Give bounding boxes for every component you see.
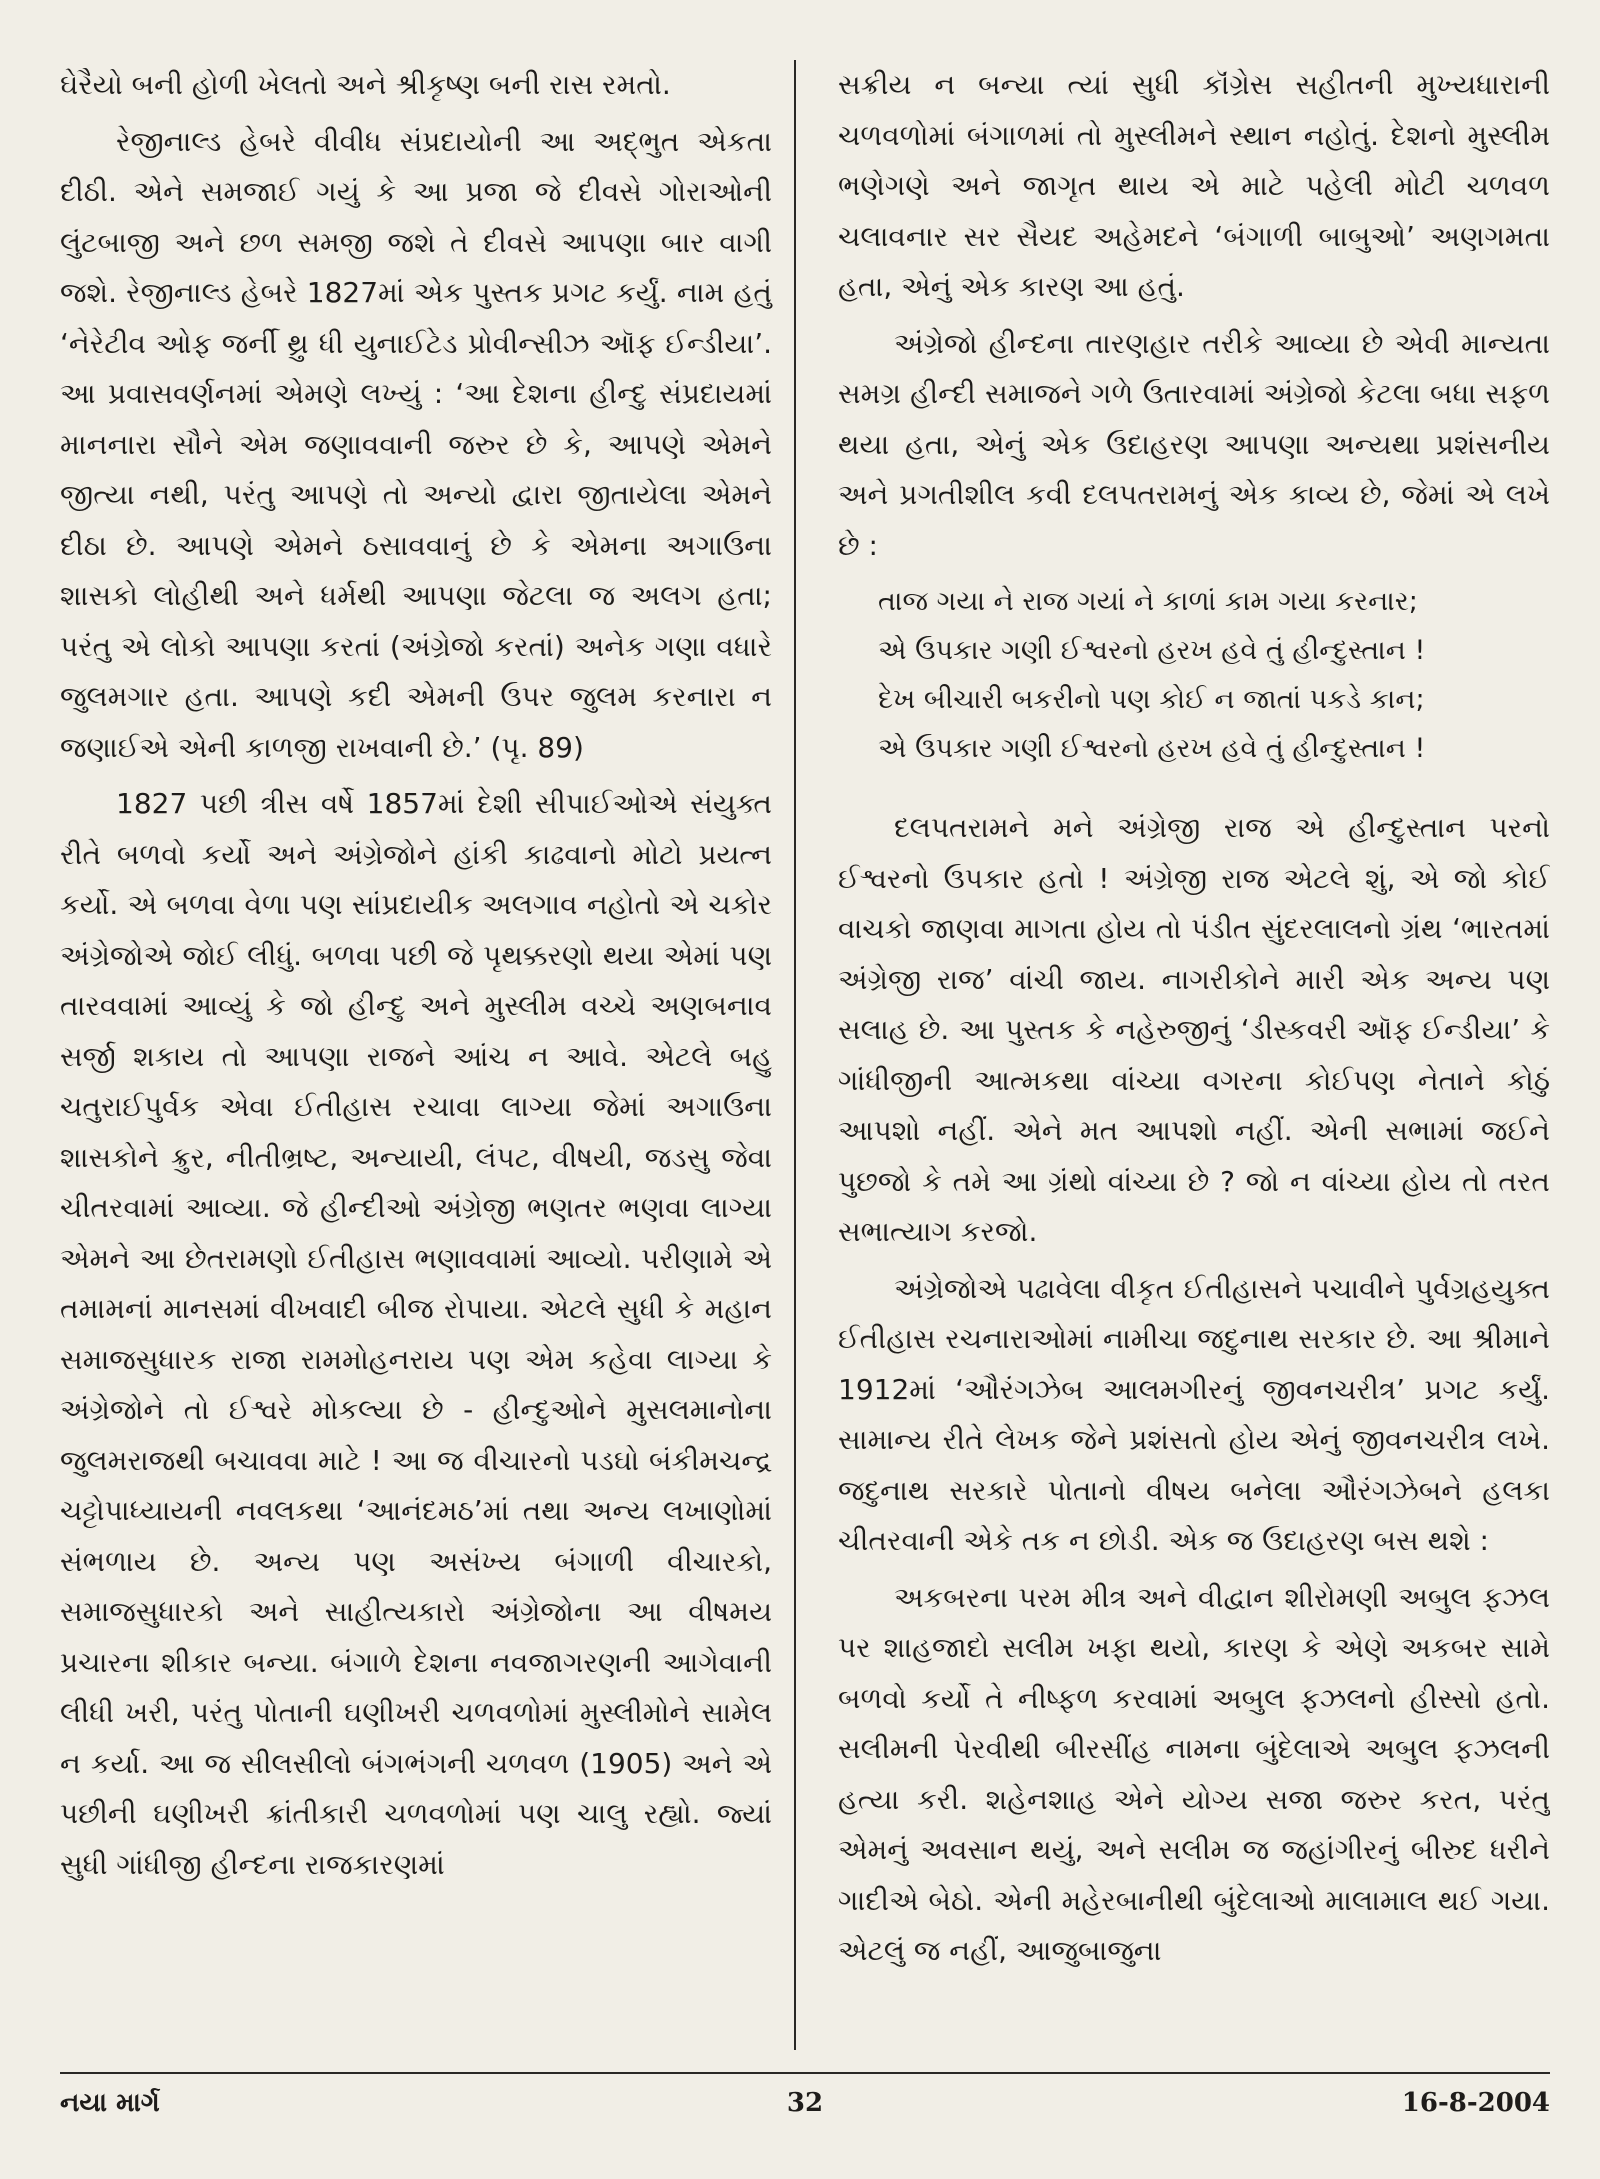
publication-name: નયા માર્ગ xyxy=(60,2088,160,2118)
paragraph: સક્રીય ન બન્યા ત્યાં સુધી કૉંગ્રેસ સહીતની મુખ્યધારાની ચળવળોમાં બંગાળમાં તો મુસ્લીમને સ્થાન નહોતું. દેશનો મુસ્લીમ ભણેગણે અને જાગૃત થાય એ માટે પહેલી મોટી ચળવળ ચલાવનાર સર સૈયદ અહેમદને ‘બંગાળી બાબુઓ’ અણગમતા હતા, એનું એક કારણ આ હતું. xyxy=(838,68,1550,303)
poem-line: એ ઉપકાર ગણી ઈશ્વરનો હરખ હવે તું હીન્દુસ્તાન ! xyxy=(878,635,1426,666)
paragraph: દલપતરામને મને અંગ્રેજી રાજ એ હીન્દુસ્તાન પરનો ઈશ્વરનો ઉપકાર હતો ! અંગ્રેજી રાજ એટલે શું, એ જો કોઈ વાચકો જાણવા માગતા હોય તો પંડીત સુંદરલાલનો ગ્રંથ ‘ભારતમાં અંગ્રેજી રાજ’ વાંચી જાય. નાગરીકોને મારી એક અન્ય પણ સલાહ છે. આ પુસ્તક કે નહેરુજીનું ‘ડીસ્કવરી ઑફ ઈન્ડીયા’ કે ગાંધીજીની આત્મકથા વાંચ્યા વગરના કોઈપણ નેતાને કોઠું આપશો નહીં. એને મત આપશો નહીં. એની સભામાં જઈને પુછજો કે તમે આ ગ્રંથો વાંચ્યા છે ? જો ન વાંચ્યા હોય તો તરત સભાત્યાગ કરજો. xyxy=(838,811,1550,1248)
poem-line: તાજ ગયા ને રાજ ગયાં ને કાળાં કામ ગયા કરનાર; xyxy=(878,586,1418,617)
paragraph: અકબરના પરમ મીત્ર અને વીદ્વાન શીરોમણી અબુલ ફઝલ પર શાહજાદો સલીમ ખફા થયો, કારણ કે એણે અકબર સામે બળવો કર્યો તે નીષ્ફળ કરવામાં અબુલ ફઝલનો હીસ્સો હતો. સલીમની પેરવીથી બીરસીંહ નામના બુંદેલાએ અબુલ ફઝલની હત્યા કરી. શહેનશાહ એને યોગ્ય સજા જરુર કરત, પરંતુ એમનું અવસાન થયું, અને સલીમ જ જહાંગીરનું બીરુદ ધરીને ગાદીએ બેઠો. એની મહેરબાનીથી બુંદેલાઓ માલામાલ થઈ ગયા. એટલું જ નહીં, આજુબાજુના xyxy=(838,1580,1550,1967)
page-footer xyxy=(60,2072,1550,2119)
paragraph: અંગ્રેજો હીન્દના તારણહાર તરીકે આવ્યા છે એવી માન્યતા સમગ્ર હીન્દી સમાજને ગળે ઉતારવામાં અંગ્રેજો કેટલા બધા સફળ થયા હતા, એનું એક ઉદાહરણ આપણા અન્યથા પ્રશંસનીય અને પ્રગતીશીલ કવી દલપતરામનું એક કાવ્ય છે, જેમાં એ લખે છે : xyxy=(838,326,1550,562)
left-column xyxy=(60,60,796,2050)
poem-line: દેખ બીચારી બકરીનો પણ કોઈ ન જાતાં પકડે કાન; xyxy=(878,684,1425,715)
paragraph: ઘેરૈયો બની હોળી ખેલતો અને શ્રીકૃષ્ણ બની રાસ રમતો. xyxy=(60,68,671,101)
right-column xyxy=(836,60,1550,2050)
paragraph: રેજીનાલ્ડ હેબરે વીવીધ સંપ્રદાયોની આ અદ્ભુત એકતા દીઠી. એને સમજાઈ ગયું કે આ પ્રજા જે દીવસે ગોરાઓની લુંટબાજી અને છળ સમજી જશે તે દીવસે આપણા બાર વાગી જશે. રેજીનાલ્ડ હેબરે 1827માં એક પુસ્તક પ્રગટ કર્યું. નામ હતું ‘નેરેટીવ ઓફ જર્ની થ્રુ ધી યુનાઈટેડ પ્રોવીન્સીઝ ઑફ ઈન્ડીયા’. આ પ્રવાસવર્ણનમાં એમણે લખ્યું : ‘આ દેશના હીન્દુ સંપ્રદાયમાં માનનારા સૌને એમ જણાવવાની જરુર છે કે, આપણે એમને જીત્યા નથી, પરંતુ આપણે તો અન્યો દ્વારા જીતાયેલા એમને દીઠા છે. આપણે એમને ઠસાવવાનું છે કે એમના અગાઉના શાસકો લોહીથી અને ધર્મથી આપણા જેટલા જ અલગ હતા; પરંતુ એ લોકો આપણા કરતાં (અંગ્રેજો કરતાં) અનેક ગણા વધારે જુલમગાર હતા. આપણે કદી એમની ઉપર જુલમ કરનારા ન જણાઈએ એની કાળજી રાખવાની છે.’ (પૃ. 89) xyxy=(60,124,772,764)
paragraph: અંગ્રેજોએ પઢાવેલા વીકૃત ઈતીહાસને પચાવીને પુર્વગ્રહયુક્ત ઈતીહાસ રચનારાઓમાં નામીચા જદુનાથ સરકાર છે. આ શ્રીમાને 1912માં ‘ઔરંગઝેબ આલમગીરનું જીવનચરીત્ર’ પ્રગટ કર્યું. સામાન્ય રીતે લેખક જેને પ્રશંસતો હોય એનું જીવનચરીત્ર લખે. જદુનાથ સરકારે પોતાનો વીષય બનેલા ઔરંગઝેબને હલકા ચીતરવાની એકે તક ન છોડી. એક જ ઉદાહરણ બસ થશે : xyxy=(838,1271,1550,1557)
paragraph: 1827 પછી ત્રીસ વર્ષે 1857માં દેશી સીપાઈઓએ સંયુક્ત રીતે બળવો કર્યો અને અંગ્રેજોને હાંકી કાઢવાનો મોટો પ્રયત્ન કર્યો. એ બળવા વેળા પણ સાંપ્રદાયીક અલગાવ નહોતો એ ચકોર અંગ્રેજોએ જોઈ લીધું. બળવા પછી જે પૃથક્કરણો થયા એમાં પણ તારવવામાં આવ્યું કે જો હીન્દુ અને મુસ્લીમ વચ્ચે અણબનાવ સર્જી શકાય તો આપણા રાજને આંચ ન આવે. એટલે બહુ ચતુરાઈપુર્વક એવા ઈતીહાસ રચાવા લાગ્યા જેમાં અગાઉના શાસકોને ક્રુર, નીતીભ્રષ્ટ, અન્યાયી, લંપટ, વીષયી, જડસુ જેવા ચીતરવામાં આવ્યા. જે હીન્દીઓ અંગ્રેજી ભણતર ભણવા લાગ્યા એમને આ છેતરામણો ઈતીહાસ ભણાવવામાં આવ્યો. પરીણામે એ તમામનાં માનસમાં વીખવાદી બીજ રોપાયા. એટલે સુધી કે મહાન સમાજસુધારક રાજા રામમોહનરાય પણ એમ કહેવા લાગ્યા કે અંગ્રેજોને તો ઈશ્વરે મોકલ્યા છે - હીન્દુઓને મુસલમાનોના જુલમરાજથી બચાવવા માટે ! આ જ વીચારનો પડઘો બંકીમચન્દ્ર ચટ્ટોપાધ્યાયની નવલકથા ‘આનંદમઠ’માં તથા અન્ય લખાણોમાં સંભળાય છે. અન્ય પણ અસંખ્ય બંગાળી વીચારકો, સમાજસુધારકો અને સાહીત્યકારો અંગ્રેજોના આ વીષમય પ્રચારના શીકાર બન્યા. બંગાળે દેશના નવજાગરણની આગેવાની લીધી ખરી, પરંતુ પોતાની ઘણીખરી ચળવળોમાં મુસ્લીમોને સામેલ ન કર્યા. આ જ સીલસીલો બંગભંગની ચળવળ (1905) અને એ પછીની ઘણીખરી ક્રાંતીકારી ચળવળોમાં પણ ચાલુ રહ્યો. જ્યાં સુધી ગાંધીજી હીન્દના રાજકારણમાં xyxy=(60,787,772,1881)
page-number: 32 xyxy=(786,2088,824,2118)
poem-line: એ ઉપકાર ગણી ઈશ્વરનો હરખ હવે તું હીન્દુસ્તાન ! xyxy=(878,733,1426,764)
poem-quote xyxy=(838,577,1550,773)
issue-date: 16-8-2004 xyxy=(1401,2088,1550,2118)
text-columns xyxy=(60,60,1550,2050)
